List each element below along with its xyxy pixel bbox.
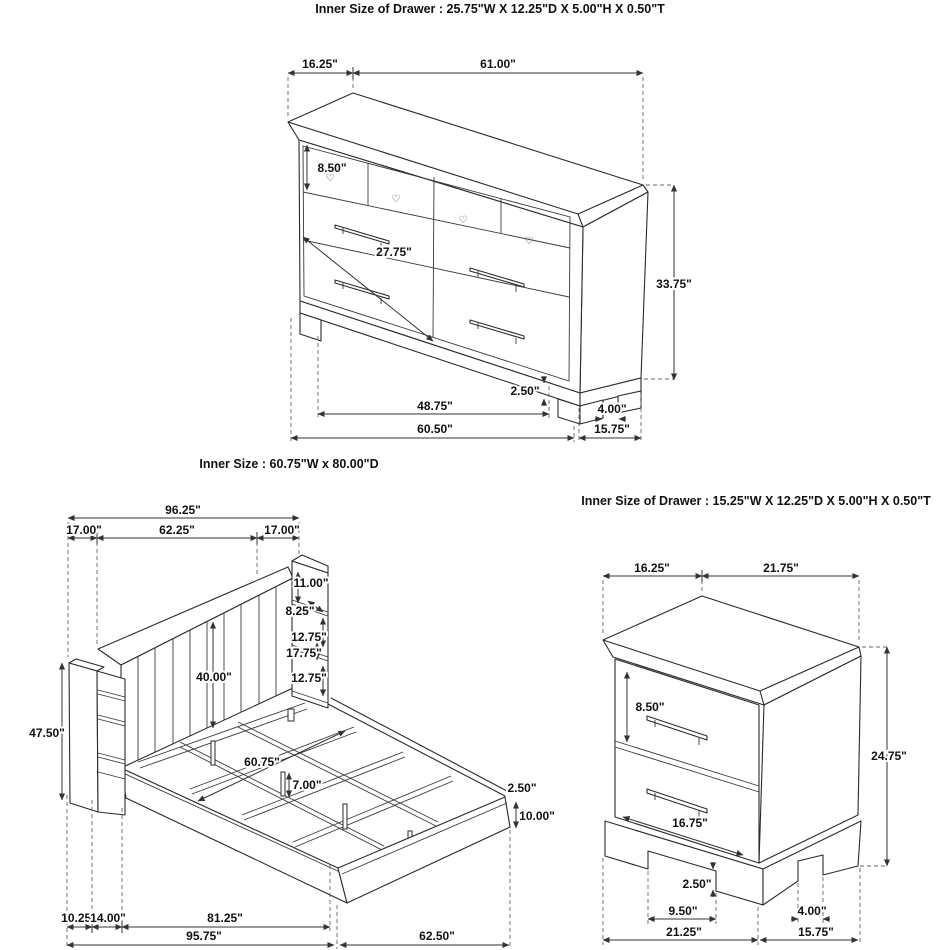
heart-knob-icon: ♡ xyxy=(458,215,468,226)
slat-leg xyxy=(211,741,215,765)
dresser-inner-size-title: Inner Size of Drawer : 25.75"W X 12.25"D X 5.00"H X 0.50"T xyxy=(315,2,665,16)
nightstand-dim-top-width: 21.75" xyxy=(763,561,799,575)
nightstand-dim-drawer-height: 8.50" xyxy=(635,700,665,714)
nightstand-dim-height: 24.75" xyxy=(871,749,907,763)
bed-dim-footboard-width: 62.50" xyxy=(419,929,455,943)
bed-dim-pier-depth: 10.25" xyxy=(61,911,97,925)
bed-dim-right-pier-width: 17.00" xyxy=(264,523,300,537)
bed-dim-shelf-opening: 17.75" xyxy=(286,646,322,660)
nightstand-inner-size-title: Inner Size of Drawer : 15.25"W X 12.25"D X 5.00"H X 0.50"T xyxy=(581,494,931,508)
bed-inner-size-title: Inner Size : 60.75"W x 80.00"D xyxy=(199,457,379,471)
dresser-dim-top-depth: 16.25" xyxy=(302,57,338,71)
bed-dim-pier-shelf-depth: 14.00" xyxy=(90,911,126,925)
heart-knob-icon: ♡ xyxy=(391,194,401,205)
left-pier xyxy=(69,659,125,815)
nightstand-dim-front-width: 21.25" xyxy=(666,925,702,939)
nightstand-dim-base-height: 2.50" xyxy=(682,877,712,891)
bed-dim-platform-length: 81.25" xyxy=(207,911,243,925)
dresser-dim-width: 61.00" xyxy=(480,57,516,71)
dresser-dim-height: 33.75" xyxy=(656,277,692,291)
bed-dim-rail-lip: 2.50" xyxy=(507,781,537,795)
rail-bracket xyxy=(288,709,294,721)
bed-dim-shelf-gap-upper: 12.75" xyxy=(291,630,327,644)
dresser-dim-base-width: 60.50" xyxy=(417,422,453,436)
nightstand-drawing xyxy=(603,561,907,945)
dresser-side xyxy=(580,192,648,393)
bed-dim-headboard-width: 62.25" xyxy=(159,523,195,537)
heart-knob-icon: ♡ xyxy=(325,173,335,184)
bed-dim-overall-length: 95.75" xyxy=(186,929,222,943)
bed-dim-slat-leg-height: 7.00" xyxy=(292,778,322,792)
bed-dim-pier-height: 47.50" xyxy=(29,726,65,740)
slat-leg xyxy=(343,804,347,829)
bed-dim-inner-width: 60.75" xyxy=(244,755,280,769)
bed-dim-shelf-top-gap: 11.00" xyxy=(293,576,329,590)
dresser-dim-side-depth: 15.75" xyxy=(594,422,630,436)
dresser-drawing xyxy=(288,57,692,442)
nightstand-dim-side-notch: 4.00" xyxy=(797,904,827,918)
bed-dim-footboard-height: 10.00" xyxy=(519,809,555,823)
dresser-dim-drawer-diagonal: 27.75" xyxy=(376,245,412,259)
bed-dim-shelf-depth: 8.25" xyxy=(285,604,315,618)
dresser-dim-feet-span: 48.75" xyxy=(417,399,453,413)
bed-dim-left-pier-width: 17.00" xyxy=(66,523,102,537)
dresser-dim-foot-notch: 4.00" xyxy=(597,402,627,416)
dresser-dim-drawer-height: 8.50" xyxy=(317,161,347,175)
nightstand-dim-front-notch: 9.50" xyxy=(668,904,698,918)
dresser-dim-base-height: 2.50" xyxy=(510,384,540,398)
bed-drawing xyxy=(29,503,555,949)
bed-dim-headboard-height: 40.00" xyxy=(196,670,232,684)
nightstand-dim-side-depth: 15.75" xyxy=(798,925,834,939)
bed-dim-overall-width: 96.25" xyxy=(165,503,201,517)
nightstand-dim-top-depth: 16.25" xyxy=(634,561,670,575)
bed-dim-shelf-gap-lower: 12.75" xyxy=(291,671,327,685)
heart-knob-icon: ♡ xyxy=(524,236,534,247)
slat-leg xyxy=(281,772,285,796)
nightstand-dim-drawer-diagonal: 16.75" xyxy=(672,816,708,830)
